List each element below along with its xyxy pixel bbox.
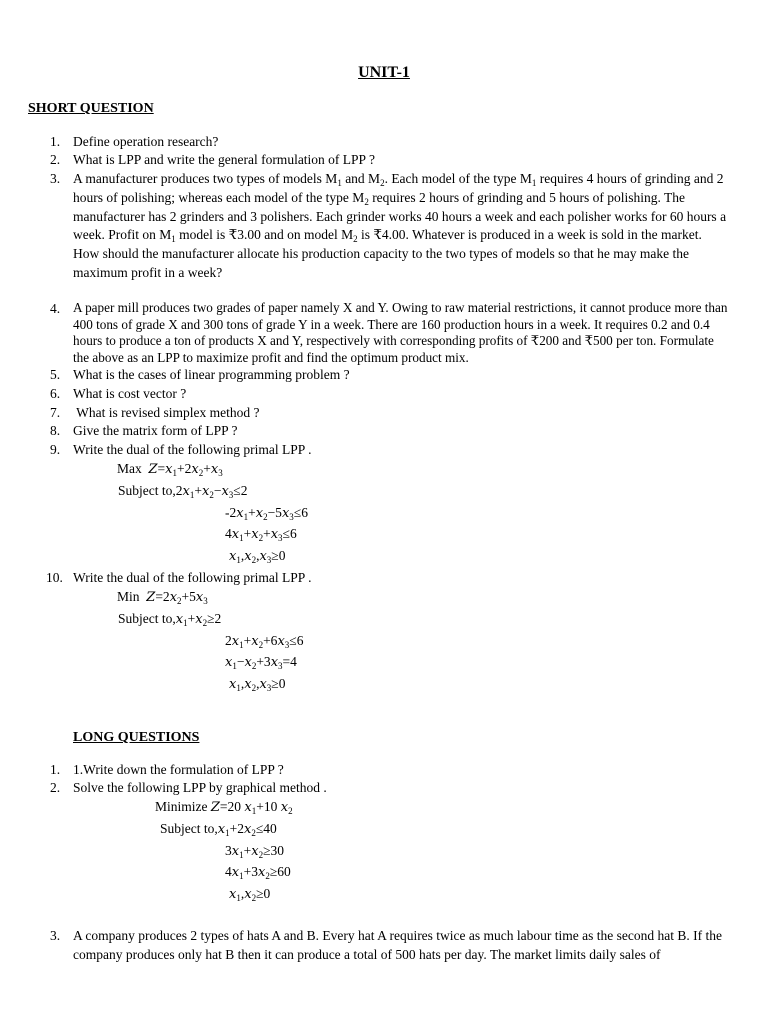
constraint: Subject $to,x_1+2x_2\le 40$	[160, 821, 277, 838]
objective-function: Max $Z=x_1+2x_2+x_3$	[117, 461, 223, 478]
constraint: $-2x_1+x_2-5x_3\le 6$	[225, 505, 308, 522]
objective-function: Minimize Z=20 $x_1+10$ $x_2$	[155, 799, 293, 816]
constraint: Subject $to,2x_1+x_2-x_3\le 2$	[118, 483, 248, 500]
constraint: $x_1-x_2+3x_3=4$	[225, 654, 297, 671]
objective-function: Min $Z=2x_2+5x_3$	[117, 589, 208, 606]
document-page: UNIT-1 SHORT QUESTION 1. Define operation research? 2. What is LPP and write the general formulation of LPP ? 3. A manufacturer produces two types of models $M_1$ and $M_2$. Each model of the type $M_1$ requires 4 hours of grinding and 2 hours of polishing; whereas each model of the type $M_2$ requires 2 hours of grinding and 5 hours of polishing. The manufacturer has 2 grinders and 3 polishers. Each grinder works 40 hours a week and each polisher works for 60 hours a week. Profit on $M_1$ model is ₹3.00 and on model $M_2$ is ₹4.00. Whatever is produced in a week is sold in the market. How should the manufacturer allocate his production capacity to the two types of models so that he may make the maximum profit in a week? 4. A paper mill produces two grades of paper namely X and Y. Owing to raw material restrictions, it cannot produce more than 400 tons of grade X and 300 tons of grade Y in a week. There are 160 production hours in a week. It requires 0.2 and 0.4 hours to produce a ton of products X and Y, respectively with corresponding profits of ₹200 and ₹500 per ton. Formulate the above as an LPP to maximize profit and find the optimum product mix. 5. What is the cases of linear programming problem ? 6. What is cost vector ? 7. What is revised simplex method ? 8. Give the matrix form of LPP ? 9. Write the dual of the following primal LPP . Max $Z=x_1+2x_2+x_3$ Subject $to,2x_1+x_2-x_3\le 2$ $-2x_1+x_2-5x_3\le 6$ $4x_1+x_2+x_3\le 6$ $x_1,x_2,x_3\ge 0$ 10. Write the dual of the following primal LPP . Min $Z=2x_2+5x_3$ Subject $to,x_1+x_2\ge 2$ $2x_1+x_2+6x_3\le 6$ $x_1-x_2+3x_3=4$ $x_1,x_2,x_3\ge 0$ LONG QUESTIONS 1. 1.Write down the formulation of LPP ? 2. Solve the following LPP by graphical method . Minimize Z=20 $x_1+10$ $x_2$ Subject $to,x_1+2x_2\le 40$ $3x_1+x_2\ge 30$ $4x_1+3x_2\ge 60$ $x_1,x_2\ge 0$ 3. A company produces 2 types of hats A and B. Every hat A requires twice as much labour time as the second hat B. If the company produces only hat B then it can produce a total of 500 hats per day. The market limits daily sales of	[0, 0, 768, 1024]
constraint: $x_1,x_2\ge 0$	[229, 886, 271, 903]
long-questions-heading: LONG QUESTIONS	[73, 730, 200, 745]
short-questions-heading: SHORT QUESTION	[28, 101, 154, 116]
constraint: $4x_1+x_2+x_3\le 6$	[225, 526, 297, 543]
constraint: $x_1,x_2,x_3\ge 0$	[229, 548, 286, 565]
constraint: $2x_1+x_2+6x_3\le 6$	[225, 633, 304, 650]
constraint: $3x_1+x_2\ge 30$	[225, 843, 284, 860]
constraint: $x_1,x_2,x_3\ge 0$	[229, 676, 286, 693]
question-text: A manufacturer produces two types of models $M_1$ and $M_2$. Each model of the type $M_1$ requires 4 hours of grinding and 2 hours of polishing; whereas each model of the type $M_2$ requires 2 hours of grinding and 5 hours of polishing. The manufacturer has 2 grinders and 3 polishers. Each grinder works 40 hours a week and each polisher works for 60 hours a week. Profit on $M_1$ model is ₹3.00 and on model $M_2$ is ₹4.00. Whatever is produced in a week is sold in the market. How should the manufacturer allocate his production capacity to the two types of models so that he may make the maximum profit in a week?	[73, 171, 727, 280]
constraint: Subject $to,x_1+x_2\ge 2$	[118, 611, 222, 628]
constraint: $4x_1+3x_2\ge 60$	[225, 864, 291, 881]
page-title: UNIT-1	[358, 64, 410, 81]
